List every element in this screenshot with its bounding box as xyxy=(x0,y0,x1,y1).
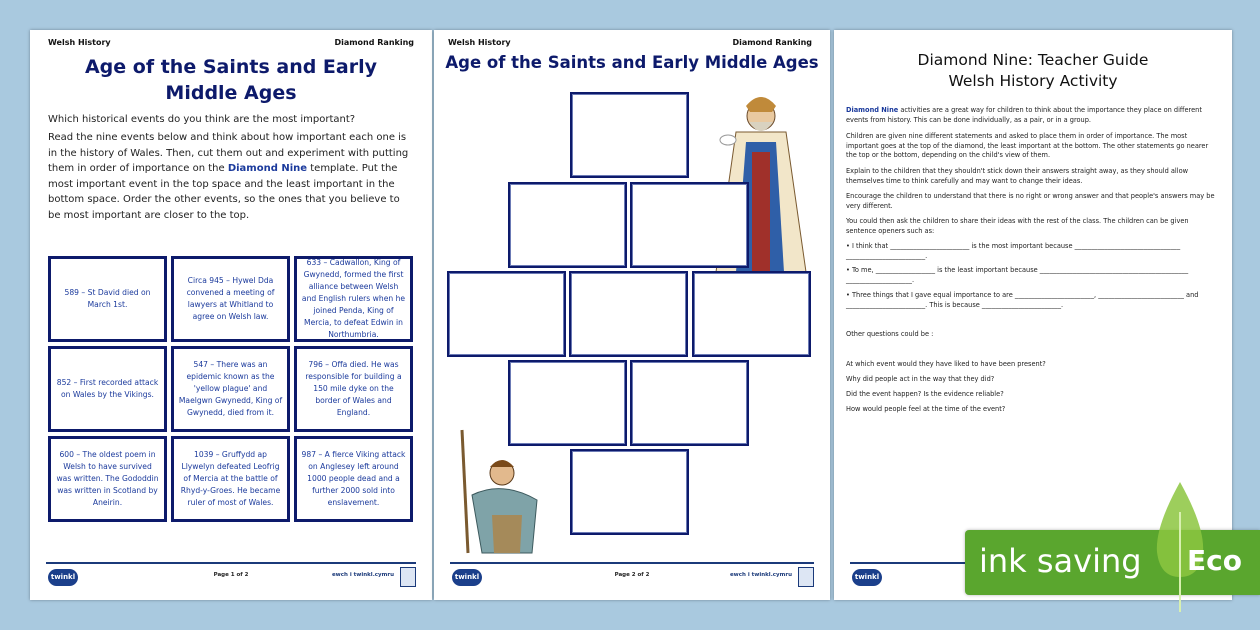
worksheet-page-1 xyxy=(30,30,432,600)
question-item: Why did people act in the way that they did? xyxy=(846,375,995,383)
ink-saving-text: ink saving xyxy=(979,542,1142,580)
header-type: Diamond Ranking xyxy=(334,38,414,47)
event-card: 547 – There was an epidemic known as the 'yellow plague' and Maelgwn Gwynedd, King of Gwynedd, died from it. xyxy=(171,346,290,432)
quality-badge-icon xyxy=(798,567,814,587)
event-card: Circa 945 – Hywel Dda convened a meeting of lawyers at Whitland to agree on Welsh law. xyxy=(171,256,290,342)
welsh-figure-illustration xyxy=(452,425,556,555)
guide-paragraph: Explain to the children that they shouldn't stick down their answers straight away, as they should allow themselves time to think carefully and may want to change their ideas. xyxy=(846,167,1189,185)
question-item: Did the event happen? Is the evidence reliable? xyxy=(846,390,1004,398)
twinkl-logo: twinkl xyxy=(852,569,882,586)
header-subject: Welsh History xyxy=(448,38,511,47)
instructions xyxy=(48,130,414,223)
page-title xyxy=(834,50,1232,92)
title-line: Middle Ages xyxy=(165,82,297,104)
sentence-opener: • Three things that I gave equal importance to are ________________________, __________________________ and ________________________. This is because ________________________. xyxy=(846,291,1199,309)
eco-ink-saving-badge xyxy=(965,530,1260,595)
quality-badge-icon xyxy=(400,567,416,587)
site-link[interactable]: ewch i twinkl.cymru xyxy=(729,572,792,578)
event-card: 796 – Offa died. He was responsible for building a 150 mile dyke on the border of Wales and England. xyxy=(294,346,413,432)
diamond-slot xyxy=(570,92,689,178)
twinkl-logo: twinkl xyxy=(452,569,482,586)
page-footer xyxy=(450,562,814,588)
event-card: 852 – First recorded attack on Wales by the Vikings. xyxy=(48,346,167,432)
page-number: Page 2 of 2 xyxy=(614,572,650,578)
paragraph-text: activities are a great way for children to think about the importance they place on different events from history. This can be done individually, as a pair, or in a group. xyxy=(846,106,1202,124)
instructions-text: Read the nine events below and think about how important each one is in the history of Wales. Then, cut them out and experiment with putting them in order of importance on the xyxy=(48,132,409,174)
event-card: 600 – The oldest poem in Welsh to have survived was written. The Gododdin was written in Scotland by Aneirin. xyxy=(48,436,167,522)
guide-paragraph: Children are given nine different statements and asked to place them in order of importance. The most important goes at the top of the diamond, the least important at the bottom. The other statements go nearer the top or the bottom, depending on the child's view of them. xyxy=(846,132,1209,159)
page-title: Age of the Saints and Early Middle Ages xyxy=(445,53,819,72)
diamond-slot xyxy=(630,182,749,268)
event-card: 633 – Cadwallon, King of Gwynedd, formed the first alliance between Welsh and English rulers when he joined Penda, King of Mercia, to defeat Edwin in Northumbria. xyxy=(294,256,413,342)
diamond-slot xyxy=(570,449,689,535)
guide-paragraph: Encourage the children to understand that there is no right or wrong answer and that people's answers may be very different. xyxy=(846,192,1215,210)
eco-label: Eco xyxy=(1187,544,1242,577)
sentence-opener: • I think that ________________________ is the most important because ________________________________ ________________________. xyxy=(846,242,1181,260)
page-number: Page 1 of 2 xyxy=(213,572,249,578)
page-footer xyxy=(46,562,416,588)
title-line: Diamond Nine: Teacher Guide xyxy=(917,51,1149,69)
sentence-opener: • To me, __________________ is the least important because _____________________________________________ ____________________. xyxy=(846,266,1189,284)
diamond-slot xyxy=(569,271,688,357)
event-card: 987 – A fierce Viking attack on Anglesey left around 1000 people dead and a further 2000 sold into enslavement. xyxy=(294,436,413,522)
diamond-slot xyxy=(508,182,627,268)
instructions-text: template. Put the most important event in the top space and the least important in the bottom space. Order the other events, so the ones that you believe to be most important are closer to the top. xyxy=(48,163,400,221)
title-line: Welsh History Activity xyxy=(948,72,1118,90)
other-questions-label: Other questions could be : xyxy=(846,330,934,338)
title-line: Age of the Saints and Early xyxy=(84,56,378,78)
diamond-slot xyxy=(630,360,749,446)
diamond-nine-highlight: Diamond Nine xyxy=(846,106,899,114)
twinkl-logo: twinkl xyxy=(48,569,78,586)
header-subject: Welsh History xyxy=(48,38,111,47)
diamond-nine-highlight: Diamond Nine xyxy=(227,163,308,174)
event-card: 589 – St David died on March 1st. xyxy=(48,256,167,342)
event-card: 1039 – Gruffydd ap Llywelyn defeated Leofrig of Mercia at the battle of Rhyd-y-Groes. He became ruler of most of Wales. xyxy=(171,436,290,522)
diamond-slot xyxy=(447,271,566,357)
question: Which historical events do you think are the most important? xyxy=(48,114,356,125)
site-link[interactable]: ewch i twinkl.cymru xyxy=(331,572,394,578)
worksheet-page-2 xyxy=(434,30,830,600)
question-item: At which event would they have liked to have been present? xyxy=(846,360,1046,368)
page-title xyxy=(30,54,432,106)
question-item: How would people feel at the time of the event? xyxy=(846,405,1006,413)
guide-paragraph: You could then ask the children to share their ideas with the rest of the class. The children can be given sentence openers such as: xyxy=(846,217,1189,235)
guide-paragraph xyxy=(846,106,1220,125)
diamond-slot xyxy=(692,271,811,357)
header-type: Diamond Ranking xyxy=(732,38,812,47)
